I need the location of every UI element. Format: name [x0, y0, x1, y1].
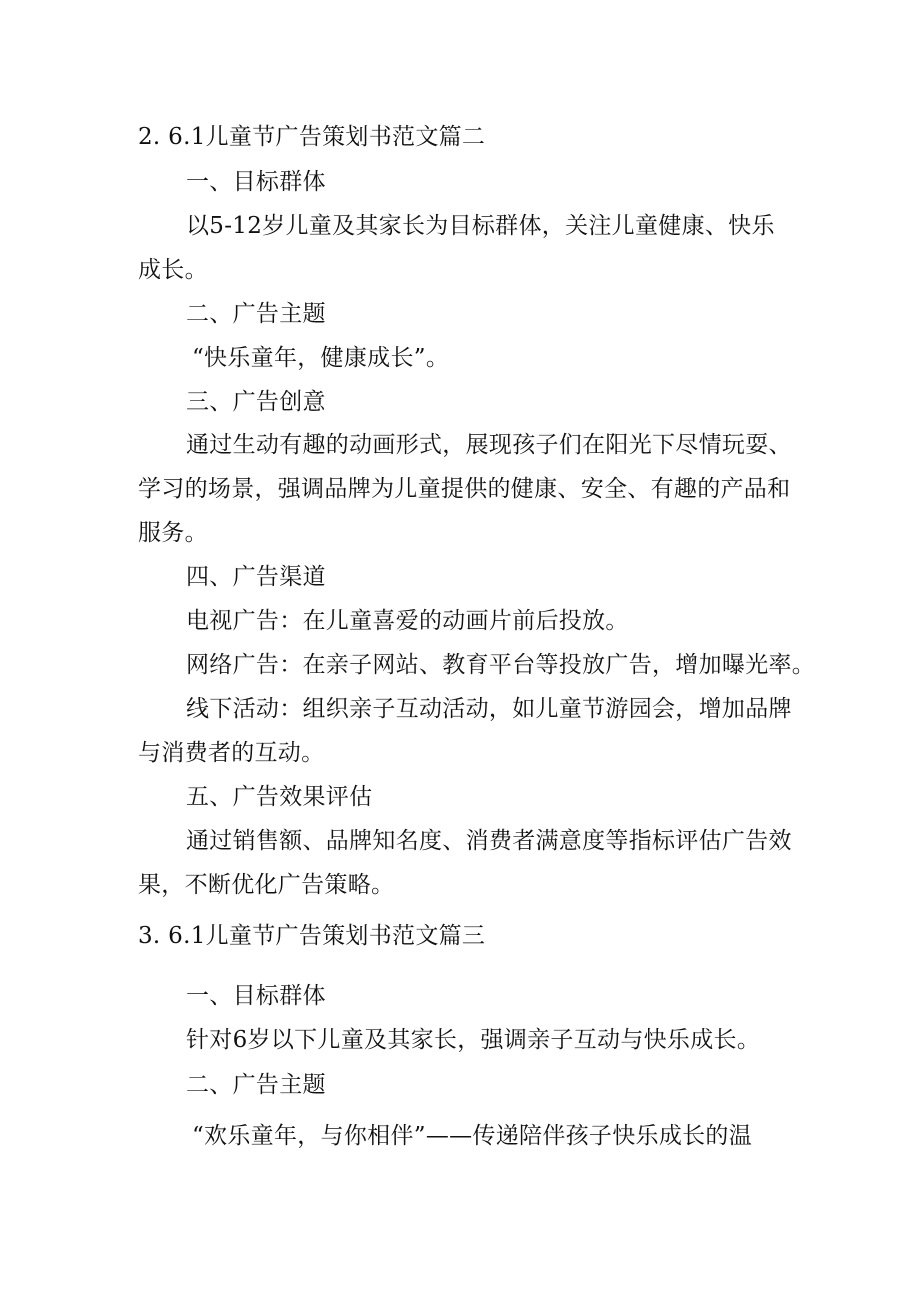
- subheading: 二、广告主题: [186, 1072, 326, 1098]
- paragraph-line: 网络广告：在亲子网站、教育平台等投放广告，增加曝光率。: [186, 652, 816, 678]
- subheading: 一、目标群体: [186, 169, 326, 195]
- paragraph-line: 学习的场景，强调品牌为儿童提供的健康、安全、有趣的产品和: [138, 476, 791, 502]
- paragraph-line: “欢乐童年，与你相伴”——传递陪伴孩子快乐成长的温: [192, 1123, 753, 1149]
- subheading: 二、广告主题: [186, 301, 326, 327]
- subheading: 三、广告创意: [186, 389, 326, 415]
- paragraph-line: 电视广告：在儿童喜爱的动画片前后投放。: [186, 608, 629, 634]
- paragraph-line: “快乐童年，健康成长”。: [192, 345, 450, 371]
- paragraph-line: 成长。: [138, 257, 208, 283]
- subheading: 一、目标群体: [186, 983, 326, 1009]
- section-heading: 2. 6.1儿童节广告策划书范文篇二: [138, 124, 486, 150]
- paragraph-line: 线下活动：组织亲子互动活动，如儿童节游园会，增加品牌: [186, 696, 792, 722]
- paragraph-line: 果，不断优化广告策略。: [138, 872, 395, 898]
- paragraph-line: 与消费者的互动。: [138, 740, 325, 766]
- subheading: 四、广告渠道: [186, 564, 326, 590]
- paragraph-line: 通过销售额、品牌知名度、消费者满意度等指标评估广告效: [186, 828, 792, 854]
- paragraph-line: 以5-12岁儿童及其家长为目标群体，关注儿童健康、快乐: [186, 213, 775, 239]
- paragraph-line: 针对6岁以下儿童及其家长，强调亲子互动与快乐成长。: [186, 1027, 761, 1053]
- paragraph-line: 服务。: [138, 520, 208, 546]
- section-heading: 3. 6.1儿童节广告策划书范文篇三: [138, 923, 486, 949]
- subheading: 五、广告效果评估: [186, 784, 373, 810]
- paragraph-line: 通过生动有趣的动画形式，展现孩子们在阳光下尽情玩耍、: [186, 432, 792, 458]
